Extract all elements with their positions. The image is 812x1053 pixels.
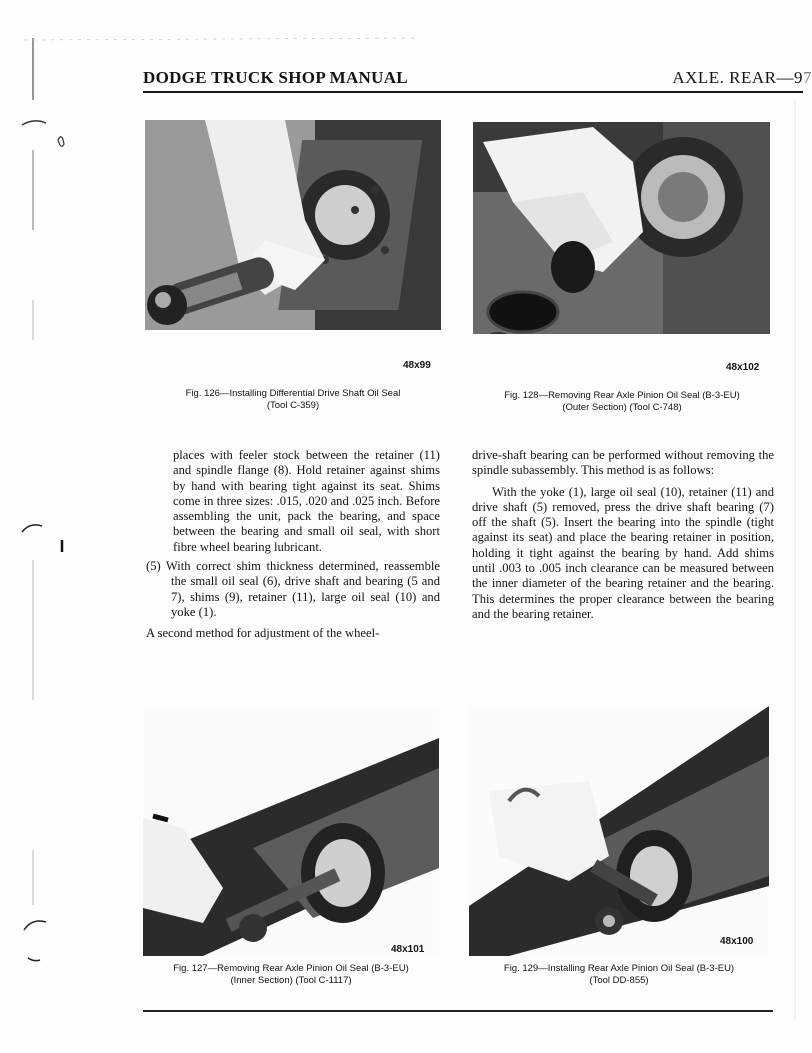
- left-column-text: [146, 448, 440, 642]
- section-title: AXLE. REAR—97: [672, 68, 812, 87]
- footer-rule: [143, 1010, 773, 1012]
- fig-126-caption: Fig. 126—Installing Differential Drive Shaft Oil Seal (Tool C-359): [185, 388, 401, 411]
- fig-126-number: 48x99: [403, 360, 431, 371]
- page-header: [143, 68, 812, 90]
- right-paragraph-2: With the yoke (1), large oil seal (10), retainer (11) and drive shaft (5) removed, press the drive shaft bearing (7) off the shaft (5). Insert the bearing into the spindle (tight against its seat) and place the bearing retainer in position, holding it tight against the bearing by hand. Add shims until .003 to .005 inch clearance can be measured between the inner diameter of the bearing retainer and the bearing. This determines the proper clearance between the bearing and the bearing retainer.: [472, 484, 774, 621]
- fig-127-photo: [143, 708, 439, 956]
- fig-129-photo: [469, 706, 769, 956]
- fig-129-number: 48x100: [720, 936, 754, 947]
- manual-title: DODGE TRUCK SHOP MANUAL: [143, 68, 408, 87]
- fig-126-photo: [145, 120, 441, 330]
- left-paragraph-1: places with feeler stock between the retainer (11) and spindle flange (8). Hold retainer against shims by hand with bearing tight against its seat. Shims come in three sizes: .015, .020 and .025 inch. Before assembling the unit, pack the bearing, and space between the bearing and small oil seal, with short fibre wheel bearing lubricant.: [173, 448, 440, 554]
- right-paragraph-1: drive-shaft bearing can be performed without removing the spindle subassembly. This method is as follows:: [472, 448, 774, 478]
- fig-128-number: 48x102: [726, 362, 760, 373]
- header-rule: [143, 91, 803, 93]
- step-5: (5) With correct shim thickness determined, reassemble the small oil seal (6), drive shaft and bearing (5 and 7), shims (9), retainer (11), large oil seal (10) and yoke (1).: [146, 559, 440, 619]
- fig-127-caption: Fig. 127—Removing Rear Axle Pinion Oil Seal (B-3-EU) (Inner Section) (Tool C-1117): [173, 963, 409, 986]
- fig-129-caption: Fig. 129—Installing Rear Axle Pinion Oil Seal (B-3-EU) (Tool DD-855): [503, 963, 735, 986]
- right-column-text: [472, 448, 774, 622]
- fig-128-photo: [473, 122, 770, 334]
- left-paragraph-2: A second method for adjustment of the wheel-: [146, 626, 380, 641]
- fig-127-number: 48x101: [391, 944, 425, 955]
- fig-128-caption: Fig. 128—Removing Rear Axle Pinion Oil Seal (B-3-EU) (Outer Section) (Tool C-748): [504, 390, 740, 413]
